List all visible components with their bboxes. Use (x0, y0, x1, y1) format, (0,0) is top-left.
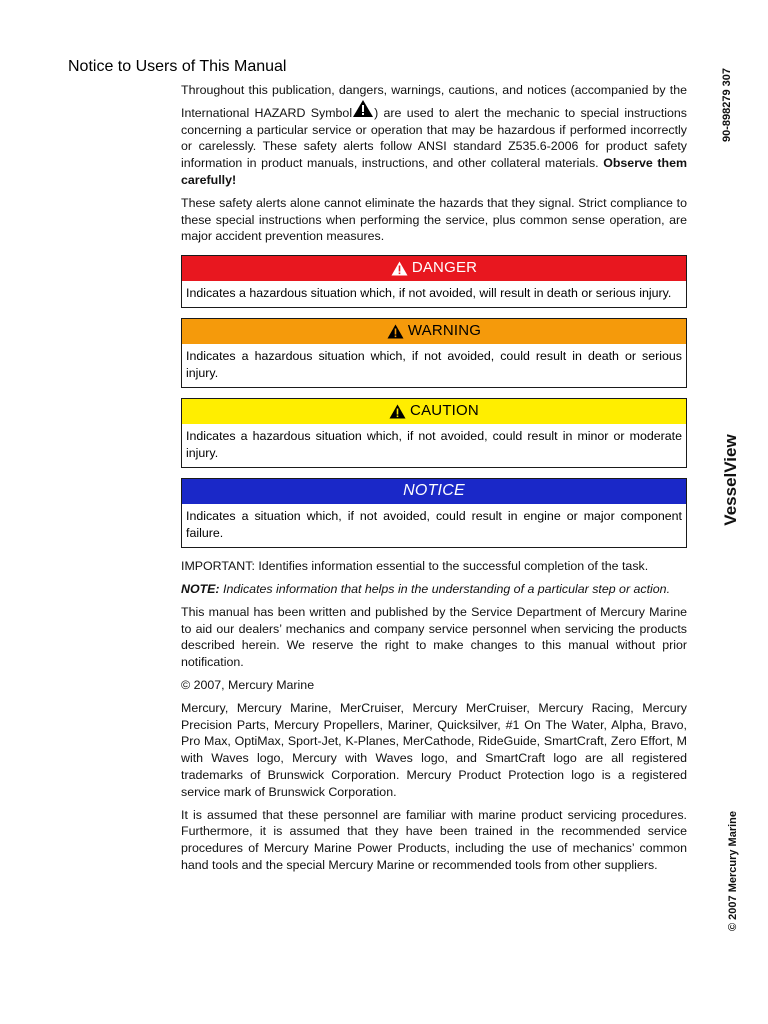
note-paragraph (181, 581, 687, 598)
intro-paragraph: Throughout this publication, dangers, warnings, cautions, and notices (accompanied by the International HAZARD Symbol ) are used to alert the mechanic to special instructions concerning a particular service or operation that may be hazardous if performed incorrectly or carelessly. These safety alerts follow ANSI standard Z535.6-2006 for product safety information in product manuals, instructions, and other collateral materials. Observe them carefully! (181, 83, 687, 187)
intro-paragraph-2: These safety alerts alone cannot eliminate the hazards that they signal. Strict compliance to these special instructions when performing the service, plus common sense operation, are major accident prevention measures. (181, 195, 687, 244)
trademarks-paragraph: Mercury, Mercury Marine, MerCruiser, Mercury MerCruiser, Mercury Racing, Mercury Precision Parts, Mercury Propellers, Mariner, Quicksilver, #1 On The Water, Alpha, Bravo, Pro Max, OptiMax, Sport-Jet, K-Planes, MerCathode, RideGuide, SmartCraft, Zero Effort, M with Waves logo, Mercury with Waves logo, and SmartCraft logo are all registered trademarks of Brunswick Corporation. Mercury Product Protection logo is a registered service mark of Brunswick Corporation. (181, 700, 687, 799)
written-paragraph: This manual has been written and published by the Service Department of Mercury Marine to aid our dealers’ mechanics and company service personnel when servicing the products described herein. We reserve the right to make changes to this manual without prior notification. (181, 604, 687, 670)
warning-triangle-icon (389, 404, 406, 419)
danger-text: Indicates a hazardous situation which, if not avoided, will result in death or serious injury. (182, 281, 686, 307)
notice-box (181, 478, 687, 548)
page-title: Notice to Users of This Manual (68, 58, 287, 75)
warning-triangle-icon (391, 261, 408, 276)
copyright-margin (718, 800, 748, 942)
warning-triangle-icon (352, 99, 374, 118)
caution-text: Indicates a hazardous situation which, if not avoided, could result in minor or moderate injury. (182, 424, 686, 467)
note-label: NOTE: (181, 581, 220, 596)
product-name-margin (714, 420, 748, 540)
assumed-paragraph: It is assumed that these personnel are familiar with marine product servicing procedures. Furthermore, it is assumed that they have been trained in the recommended service procedures of Mercury Marine Power Products, including the use of mechanics’ common hand tools and the special Mercury Marine or recommended tools from other suppliers. (181, 807, 687, 872)
manual-notice-body (181, 82, 687, 880)
warning-header (182, 319, 686, 344)
important-paragraph: IMPORTANT: Identifies information essential to the successful completion of the task. (181, 559, 649, 574)
caution-header (182, 399, 686, 424)
margin-copyright: © 2007 Mercury Marine (727, 811, 739, 931)
copyright-line: © 2007, Mercury Marine (181, 677, 315, 692)
warning-triangle-icon (387, 324, 404, 339)
warning-box (181, 318, 687, 388)
part-number: 90-898279 307 (721, 67, 733, 143)
product-name: VesselView (721, 434, 740, 526)
caution-box (181, 398, 687, 468)
warning-text: Indicates a hazardous situation which, if not avoided, could result in death or serious injury. (182, 344, 686, 387)
danger-box (181, 255, 687, 308)
part-number-margin (712, 55, 742, 155)
caution-label: CAUTION (410, 402, 479, 420)
note-text: Indicates information that helps in the understanding of a particular step or action. (223, 581, 671, 596)
notice-label: NOTICE (403, 482, 465, 500)
notice-text: Indicates a situation which, if not avoided, could result in engine or major component failure. (182, 504, 686, 547)
notice-header (182, 479, 686, 504)
danger-header (182, 256, 686, 281)
warning-label: WARNING (407, 322, 482, 340)
observe-emphasis: Observe them carefully! (181, 156, 687, 187)
danger-label: DANGER (411, 259, 478, 277)
